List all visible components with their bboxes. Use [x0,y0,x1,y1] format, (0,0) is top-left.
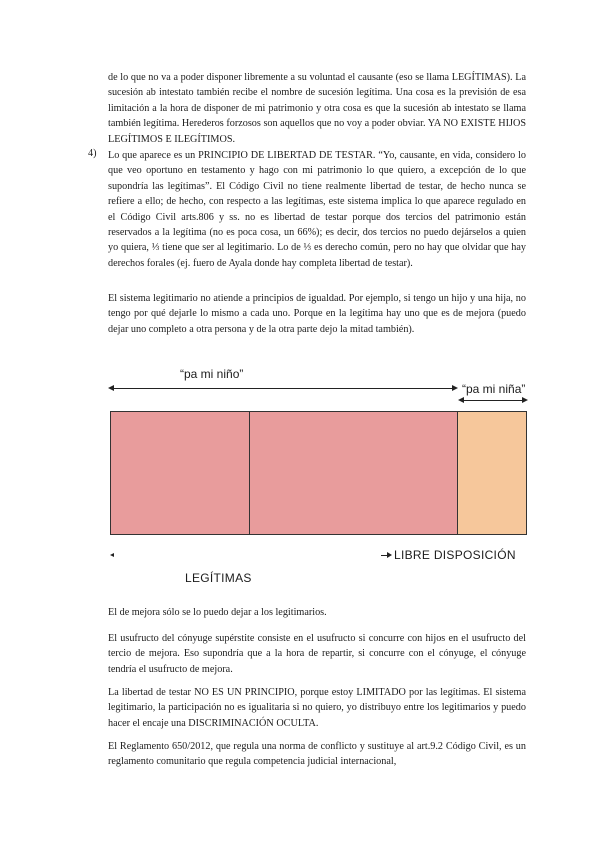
paragraph-principio-libertad: Lo que aparece es un PRINCIPIO DE LIBERTAD DE TESTAR. “Yo, causante, en vida, considero lo que veo oportuno en testamento y hago con mi patrimonio lo que quiero, a excepción de lo que supondría las legítimas”. El Código Civil no tiene realmente libertad de testar, de hecho nunca se refiere a ello; de hecho, con respecto a las legítimas, este sistema implica lo que aparece regulado en el Código Civil arts.806 y ss. no es libertad de testar porque dos tercios del patrimonio están reservados a la legítima (no es poca cosa, un 66%); es decir, dos tercios no puedo dejárselos a quien yo quiera, ⅓ tiene que ser al legitimario. Lo de ⅓ es derecho común, pero no hay que olvidar que hay derechos forales (ej. fuero de Ayala donde hay completa libertad de testar). [108,150,526,269]
label-pa-mi-nina: “pa mi niña” [462,382,526,396]
label-legitimas: LEGÍTIMAS [185,571,252,585]
label-libre-disposicion: LIBRE DISPOSICIÓN [394,548,516,562]
paragraph-reglamento: El Reglamento 650/2012, que regula una norma de conflicto y sustituye al art.9.2 Código Civil, es un reglamento comunitario que regula competencia judicial internacional, [108,741,526,768]
paragraph-igualdad: El sistema legitimario no atiende a principios de igualdad. Por ejemplo, si tengo un hijo y una hija, no tengo por qué dejarle lo mismo a cada uno. Porque en la legítima hay uno que es de mejora (puedo dejar uno completo a otra persona y de la otra parte dejo la mitad también). [108,293,526,335]
bar-tercio-legitima-1 [110,411,250,535]
paragraph-libertad-testar: La libertad de testar NO ES UN PRINCIPIO, porque estoy LIMITADO por las legítimas. El sistema legitimario, la participación no es igualitaria si no quiero, yo distribuyo entre los legitimarios y puedo hacer el encaje una DISCRIMINACIÓN OCULTA. [108,687,526,729]
paragraph-mejora: El de mejora sólo se lo puedo dejar a los legitimarios. [108,607,327,618]
arrow-legitimas-head [110,553,114,557]
paragraph-usufructo: El usufructo del cónyuge supérstite consiste en el usufructo si concurre con hijos en el usufructo del tercio de mejora. Eso supondría que a la hora de repartir, si concurre con el cónyuge, el cónyuge tendría el usufructo de mejora. [108,633,526,675]
arrow-nina-line [462,400,524,401]
bar-tercio-mejora [249,411,458,535]
label-pa-mi-nino: “pa mi niño” [180,367,244,381]
arrow-nino-line [112,388,454,389]
paragraph-legitimas: de lo que no va a poder disponer libremente a su voluntad el causante (eso se llama LEGÍTIMAS). La sucesión ab intestato también recibe el nombre de sucesión legítima. Una cosa es la previsión de esa limitación a la hora de disponer de mi patrimonio y otra cosa es que la sucesión ab intestato se llama también legítima. Herederos forzosos son aquellos que no voy a poder obviar. YA NO EXISTE HIJOS LEGÍTIMOS E ILEGÍTIMOS. [108,72,526,145]
arrow-nina-right-head [522,397,528,403]
list-number-4: 4) [88,148,97,159]
bar-libre-disposicion [457,411,527,535]
arrow-nino-left-head [108,385,114,391]
arrow-libre-head [387,552,392,558]
arrow-nino-right-head [452,385,458,391]
arrow-nina-left-head [458,397,464,403]
